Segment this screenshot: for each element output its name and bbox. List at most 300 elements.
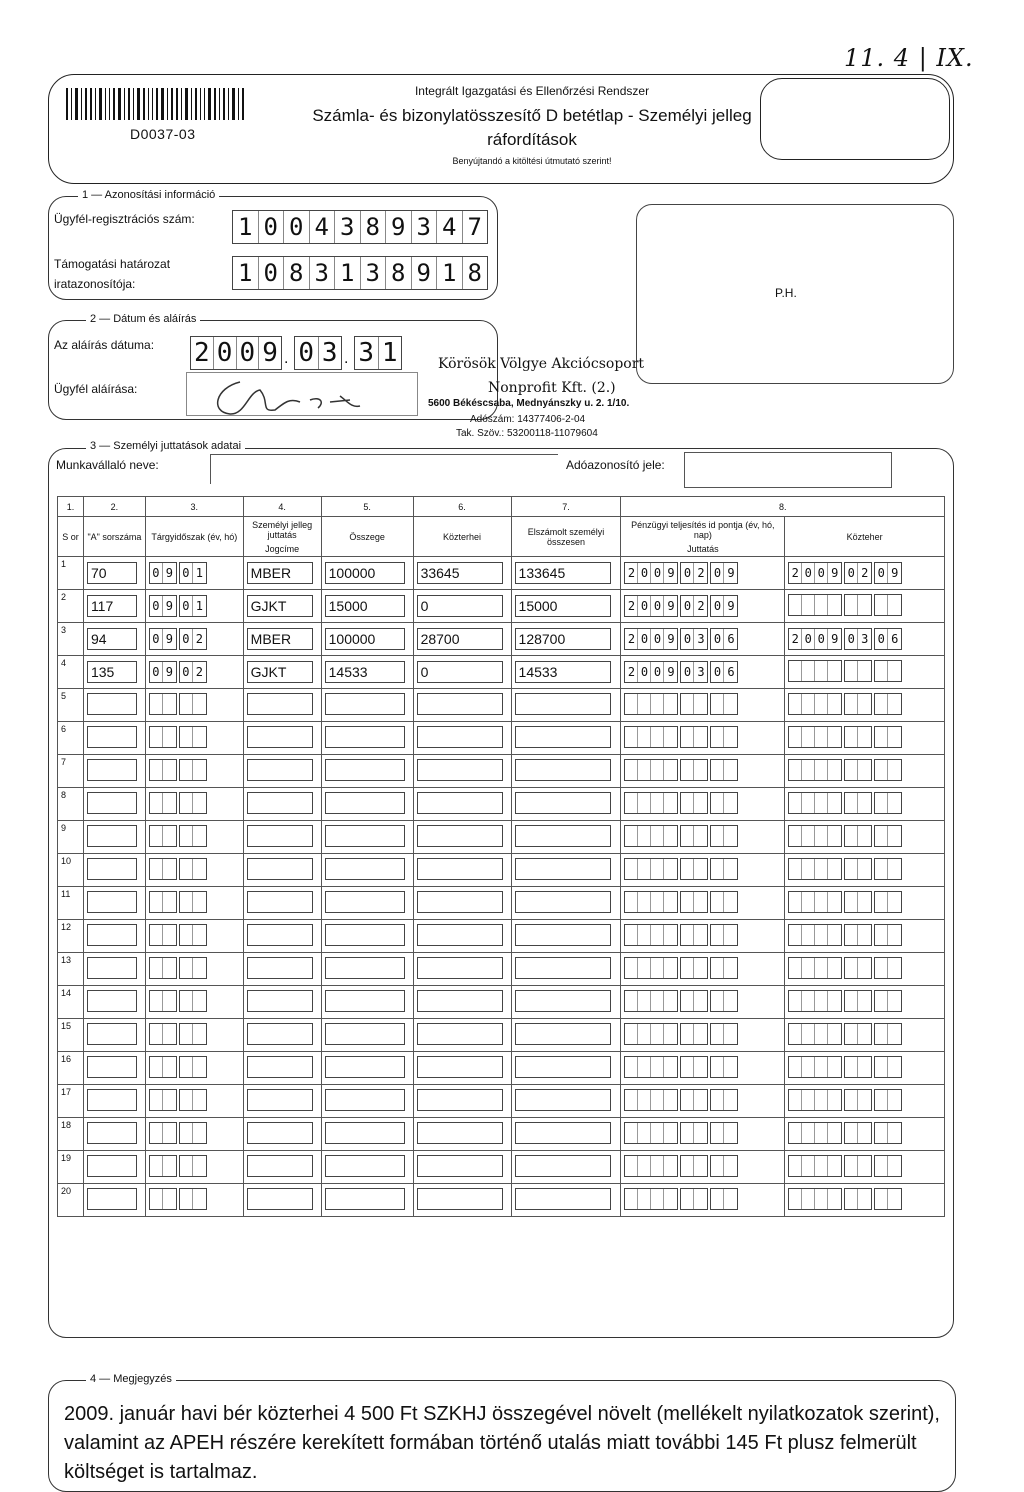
table-cell: [321, 557, 413, 590]
jogcim-field[interactable]: [247, 825, 313, 847]
juttatas-date-field[interactable]: [624, 1002, 738, 1014]
kozteher-date-field[interactable]: [788, 936, 902, 948]
digit: [625, 1024, 638, 1044]
column-number: 1.: [58, 497, 84, 517]
barcode: [66, 88, 276, 120]
digit: [802, 661, 815, 681]
digit: [815, 694, 828, 714]
kozteher-date-field[interactable]: [788, 1101, 902, 1113]
table-row: [58, 1118, 945, 1151]
table-cell: [321, 689, 413, 722]
a-sorszam-field[interactable]: [87, 1023, 137, 1045]
elszamolt-field[interactable]: [515, 924, 611, 946]
elszamolt-field[interactable]: [515, 891, 611, 913]
digit: [651, 1057, 664, 1077]
kozterhei-field[interactable]: [417, 891, 503, 913]
digit: [858, 1024, 871, 1044]
kozteher-date-field[interactable]: [788, 804, 902, 816]
digit: [163, 1156, 176, 1176]
digit: [664, 1123, 677, 1143]
digit: [664, 694, 677, 714]
digit: 0: [651, 629, 664, 649]
osszeg-field[interactable]: [325, 1089, 405, 1111]
digit: [694, 1156, 707, 1176]
digit: 0: [681, 596, 694, 616]
osszeg-field[interactable]: [325, 1056, 405, 1078]
kozteher-date-field[interactable]: [788, 1200, 902, 1212]
period-field[interactable]: [149, 568, 207, 580]
kozteher-date-field[interactable]: [788, 705, 902, 717]
column-number: 8.: [621, 497, 945, 517]
kozteher-date-field[interactable]: [788, 1167, 902, 1179]
digit: [638, 1024, 651, 1044]
juttatas-date-field[interactable]: [624, 1101, 738, 1113]
digit-cell: 4: [437, 211, 463, 243]
kozterhei-field[interactable]: [417, 693, 503, 715]
period-field[interactable]: [149, 903, 207, 915]
table-cell: [621, 986, 785, 1019]
juttatas-date-field[interactable]: [624, 870, 738, 882]
table-cell: [511, 1151, 621, 1184]
digit: [638, 694, 651, 714]
digit: [180, 925, 193, 945]
table-cell: [785, 722, 945, 755]
a-sorszam-field[interactable]: [87, 1122, 137, 1144]
a-sorszam-field[interactable]: [87, 1188, 137, 1210]
a-sorszam-field[interactable]: [87, 924, 137, 946]
table-cell: [785, 755, 945, 788]
elszamolt-field[interactable]: [515, 1155, 611, 1177]
digit-cell: 3: [335, 211, 361, 243]
kozteher-date-field[interactable]: [788, 1002, 902, 1014]
employee-name-field[interactable]: [210, 454, 558, 484]
digit: [638, 1156, 651, 1176]
kozterhei-field[interactable]: [417, 825, 503, 847]
digit: [858, 595, 871, 615]
juttatas-date-field[interactable]: [624, 804, 738, 816]
jogcim-field[interactable]: [247, 924, 313, 946]
elszamolt-field[interactable]: [515, 1023, 611, 1045]
juttatas-date-field[interactable]: [624, 601, 738, 613]
period-field[interactable]: [149, 705, 207, 717]
digit: [828, 1024, 841, 1044]
sign-date-month[interactable]: [294, 336, 342, 370]
kozteher-date-field[interactable]: [788, 969, 902, 981]
digit: [711, 859, 724, 879]
table-cell: [621, 1052, 785, 1085]
jogcim-field[interactable]: GJKT: [247, 595, 313, 617]
jogcim-field[interactable]: MBER: [247, 562, 313, 584]
jogcim-field[interactable]: [247, 990, 313, 1012]
juttatas-date-field[interactable]: [624, 705, 738, 717]
kozteher-date-field[interactable]: [788, 1068, 902, 1080]
digit: [845, 595, 858, 615]
date-digit: 3: [355, 337, 379, 369]
period-field[interactable]: [149, 601, 207, 613]
a-sorszam-field[interactable]: 70: [87, 562, 137, 584]
digit: [789, 859, 802, 879]
kozteher-date-field[interactable]: [788, 870, 902, 882]
digit: [664, 727, 677, 747]
digit: 9: [727, 599, 735, 613]
table-cell: [145, 788, 243, 821]
table-cell: [511, 1052, 621, 1085]
osszeg-field[interactable]: [325, 858, 405, 880]
kozterhei-field[interactable]: [417, 924, 503, 946]
digit: [828, 1057, 841, 1077]
a-sorszam-field[interactable]: [87, 726, 137, 748]
header-targyidoszak-text: Tárgyidőszak (év, hó): [151, 531, 238, 542]
table-row: [58, 986, 945, 1019]
digit: [828, 892, 841, 912]
period-field[interactable]: [149, 1035, 207, 1047]
column-number: 4.: [243, 497, 321, 517]
table-cell: [321, 887, 413, 920]
kozteher-date-field[interactable]: [788, 568, 902, 580]
period-field[interactable]: [149, 1101, 207, 1113]
a-sorszam-field[interactable]: 135: [87, 661, 137, 683]
period-field[interactable]: [149, 804, 207, 816]
digit: [724, 1189, 737, 1209]
digit: [802, 925, 815, 945]
a-sorszam-field[interactable]: [87, 1155, 137, 1177]
juttatas-date-field[interactable]: [624, 771, 738, 783]
juttatas-date-field[interactable]: [624, 1167, 738, 1179]
osszeg-field[interactable]: [325, 1122, 405, 1144]
digit: [150, 727, 163, 747]
kozterhei-field[interactable]: 33645: [417, 562, 503, 584]
jogcim-field[interactable]: [247, 1155, 313, 1177]
table-cell: [83, 821, 145, 854]
kozterhei-field[interactable]: [417, 957, 503, 979]
kozterhei-field[interactable]: [417, 1155, 503, 1177]
kozteher-date-field[interactable]: [788, 672, 902, 684]
digit: [875, 595, 888, 615]
jogcim-field[interactable]: [247, 726, 313, 748]
kozteher-date-field[interactable]: [788, 634, 902, 646]
table-cell: [785, 1052, 945, 1085]
elszamolt-field[interactable]: 14533: [515, 661, 611, 683]
digit: [150, 1189, 163, 1209]
table-cell: [321, 854, 413, 887]
osszeg-field[interactable]: [325, 957, 405, 979]
digit: [638, 859, 651, 879]
elszamolt-field[interactable]: [515, 693, 611, 715]
kozteher-date-field[interactable]: [788, 738, 902, 750]
digit: 2: [789, 563, 802, 583]
jogcim-field[interactable]: [247, 1122, 313, 1144]
digit: 2: [625, 596, 638, 616]
digit: [888, 694, 901, 714]
digit: [845, 892, 858, 912]
kozteher-date-field[interactable]: [788, 903, 902, 915]
table-cell: [243, 722, 321, 755]
a-sorszam-field[interactable]: [87, 891, 137, 913]
jogcim-field[interactable]: [247, 1023, 313, 1045]
a-sorszam-field[interactable]: [87, 792, 137, 814]
elszamolt-field[interactable]: [515, 825, 611, 847]
digit: [789, 1123, 802, 1143]
period-field[interactable]: [149, 634, 207, 646]
digit: [694, 826, 707, 846]
a-sorszam-field[interactable]: [87, 825, 137, 847]
table-row: [58, 1052, 945, 1085]
jogcim-field[interactable]: [247, 693, 313, 715]
table-row: [58, 623, 945, 656]
digit: [858, 826, 871, 846]
client-reg-number[interactable]: [232, 210, 488, 244]
digit: 9: [165, 632, 173, 646]
jogcim-field[interactable]: [247, 891, 313, 913]
a-sorszam-field[interactable]: [87, 990, 137, 1012]
digit: [638, 958, 651, 978]
osszeg-field[interactable]: 15000: [325, 595, 405, 617]
osszeg-field[interactable]: [325, 792, 405, 814]
table-cell: [83, 557, 145, 590]
kozteher-date-field[interactable]: [788, 1134, 902, 1146]
table-row: [58, 887, 945, 920]
osszeg-field[interactable]: [325, 924, 405, 946]
digit: [664, 826, 677, 846]
kozterhei-field[interactable]: 0: [417, 661, 503, 683]
juttatas-date-field[interactable]: [624, 837, 738, 849]
osszeg-field[interactable]: [325, 1188, 405, 1210]
digit: [163, 727, 176, 747]
juttatas-date-field[interactable]: [624, 634, 738, 646]
kozterhei-field[interactable]: [417, 1023, 503, 1045]
digit: [724, 760, 737, 780]
table-cell: [413, 920, 511, 953]
digit: 0: [150, 596, 163, 616]
period-field[interactable]: [149, 1167, 207, 1179]
period-field[interactable]: [149, 771, 207, 783]
row-number: 6: [58, 722, 84, 755]
tax-id-field[interactable]: [684, 452, 892, 488]
digit: 0: [875, 563, 888, 583]
juttatas-date-field[interactable]: [624, 738, 738, 750]
jogcim-field[interactable]: [247, 1056, 313, 1078]
period-field[interactable]: [149, 1134, 207, 1146]
table-cell: [321, 722, 413, 755]
osszeg-field[interactable]: [325, 990, 405, 1012]
table-cell: [145, 986, 243, 1019]
jogcim-field[interactable]: [247, 957, 313, 979]
period-field[interactable]: [149, 1068, 207, 1080]
osszeg-field[interactable]: [325, 693, 405, 715]
column-number: 3.: [145, 497, 243, 517]
digit: [150, 925, 163, 945]
juttatas-date-field[interactable]: [624, 936, 738, 948]
digit: [651, 1090, 664, 1110]
header-jogcime-text: Jogcíme: [265, 543, 300, 554]
sign-date-year[interactable]: [190, 336, 282, 370]
elszamolt-field[interactable]: 133645: [515, 562, 611, 584]
digit: [711, 793, 724, 813]
period-field[interactable]: [149, 1200, 207, 1212]
elszamolt-field[interactable]: [515, 792, 611, 814]
kozterhei-field[interactable]: 0: [417, 595, 503, 617]
jogcim-field[interactable]: [247, 759, 313, 781]
a-sorszam-field[interactable]: [87, 693, 137, 715]
digit: [888, 859, 901, 879]
period-field[interactable]: [149, 667, 207, 679]
digit: 2: [789, 629, 802, 649]
juttatas-date-field[interactable]: [624, 568, 738, 580]
decision-id-number[interactable]: [232, 256, 488, 290]
kozterhei-field[interactable]: [417, 858, 503, 880]
kozterhei-field[interactable]: [417, 1056, 503, 1078]
osszeg-field[interactable]: [325, 825, 405, 847]
a-sorszam-field[interactable]: [87, 1056, 137, 1078]
elszamolt-field[interactable]: [515, 1188, 611, 1210]
osszeg-field[interactable]: [325, 759, 405, 781]
digit: 0: [815, 563, 828, 583]
jogcim-field[interactable]: [247, 1089, 313, 1111]
table-cell: [321, 755, 413, 788]
row-number: 13: [58, 953, 84, 986]
osszeg-field[interactable]: 100000: [325, 628, 405, 650]
digit: [888, 925, 901, 945]
jogcim-field[interactable]: [247, 792, 313, 814]
juttatas-date-field[interactable]: [624, 1035, 738, 1047]
row-number: 17: [58, 1085, 84, 1118]
kozterhei-field[interactable]: [417, 792, 503, 814]
jogcim-field[interactable]: [247, 858, 313, 880]
kozteher-date-field[interactable]: [788, 1035, 902, 1047]
digit: [845, 661, 858, 681]
kozterhei-field[interactable]: [417, 726, 503, 748]
period-field[interactable]: [149, 870, 207, 882]
sign-date-day[interactable]: [354, 336, 402, 370]
kozterhei-field[interactable]: [417, 1089, 503, 1111]
jogcim-field[interactable]: [247, 1188, 313, 1210]
digit: [828, 1090, 841, 1110]
a-sorszam-field[interactable]: [87, 1089, 137, 1111]
digit: [163, 892, 176, 912]
kozterhei-field[interactable]: [417, 1122, 503, 1144]
osszeg-field[interactable]: [325, 1023, 405, 1045]
period-field[interactable]: [149, 837, 207, 849]
kozterhei-field[interactable]: 28700: [417, 628, 503, 650]
osszeg-field[interactable]: 14533: [325, 661, 405, 683]
osszeg-field[interactable]: 100000: [325, 562, 405, 584]
header-kozteher-text: Közteher: [846, 531, 883, 542]
digit: 6: [727, 632, 735, 646]
kozteher-date-field[interactable]: [788, 606, 902, 618]
digit: [150, 826, 163, 846]
a-sorszam-field[interactable]: [87, 957, 137, 979]
digit: [664, 1057, 677, 1077]
digit: [681, 694, 694, 714]
elszamolt-field[interactable]: 15000: [515, 595, 611, 617]
digit: [625, 925, 638, 945]
juttatas-date-field[interactable]: [624, 667, 738, 679]
table-cell: [321, 1184, 413, 1217]
digit: [845, 1057, 858, 1077]
digit: [625, 958, 638, 978]
period-field[interactable]: [149, 969, 207, 981]
digit: [789, 694, 802, 714]
period-field[interactable]: [149, 1002, 207, 1014]
elszamolt-field[interactable]: [515, 726, 611, 748]
table-cell: [243, 986, 321, 1019]
osszeg-field[interactable]: [325, 891, 405, 913]
digit: [163, 958, 176, 978]
elszamolt-field[interactable]: [515, 759, 611, 781]
digit: 0: [711, 629, 724, 649]
row-number: 2: [58, 590, 84, 623]
a-sorszam-field[interactable]: 117: [87, 595, 137, 617]
elszamolt-field[interactable]: 128700: [515, 628, 611, 650]
table-cell: [243, 1151, 321, 1184]
digit: 0: [150, 662, 163, 682]
elszamolt-field[interactable]: [515, 858, 611, 880]
juttatas-date-field[interactable]: [624, 969, 738, 981]
decision-id-label: Támogatási határozat iratazonosítója:: [54, 257, 171, 291]
juttatas-date-field[interactable]: [624, 1134, 738, 1146]
table-cell: [83, 590, 145, 623]
digit: [638, 1057, 651, 1077]
section2-label: 2 — Dátum és aláírás: [86, 313, 200, 325]
digit: [789, 1057, 802, 1077]
elszamolt-field[interactable]: [515, 1122, 611, 1144]
period-field[interactable]: [149, 936, 207, 948]
a-sorszam-field[interactable]: 94: [87, 628, 137, 650]
elszamolt-field[interactable]: [515, 957, 611, 979]
header-targyidoszak: [145, 517, 243, 557]
juttatas-date-field[interactable]: [624, 1068, 738, 1080]
digit: [711, 892, 724, 912]
table-cell: [321, 1151, 413, 1184]
kozterhei-field[interactable]: [417, 990, 503, 1012]
kozteher-date-field[interactable]: [788, 771, 902, 783]
header-jogcime: [243, 517, 321, 557]
elszamolt-field[interactable]: [515, 990, 611, 1012]
table-cell: [785, 1085, 945, 1118]
a-sorszam-field[interactable]: [87, 858, 137, 880]
table-cell: [511, 920, 621, 953]
digit: [815, 859, 828, 879]
kozterhei-field[interactable]: [417, 759, 503, 781]
digit: [724, 1057, 737, 1077]
digit: [828, 694, 841, 714]
juttatas-date-field[interactable]: [624, 903, 738, 915]
period-field[interactable]: [149, 738, 207, 750]
kozteher-date-field[interactable]: [788, 837, 902, 849]
elszamolt-field[interactable]: [515, 1089, 611, 1111]
digit: [875, 1189, 888, 1209]
jogcim-field[interactable]: GJKT: [247, 661, 313, 683]
a-sorszam-field[interactable]: [87, 759, 137, 781]
table-cell: [321, 1118, 413, 1151]
table-cell: [621, 1118, 785, 1151]
osszeg-field[interactable]: [325, 1155, 405, 1177]
osszeg-field[interactable]: [325, 726, 405, 748]
digit: [625, 1156, 638, 1176]
digit: 0: [180, 629, 193, 649]
juttatas-date-field[interactable]: [624, 1200, 738, 1212]
digit: [150, 1156, 163, 1176]
digit-cell: 8: [361, 211, 387, 243]
digit: [193, 826, 206, 846]
digit: [180, 1024, 193, 1044]
digit: [193, 727, 206, 747]
jogcim-field[interactable]: MBER: [247, 628, 313, 650]
kozterhei-field[interactable]: [417, 1188, 503, 1210]
elszamolt-field[interactable]: [515, 1056, 611, 1078]
digit: [815, 1057, 828, 1077]
table-cell: [243, 953, 321, 986]
